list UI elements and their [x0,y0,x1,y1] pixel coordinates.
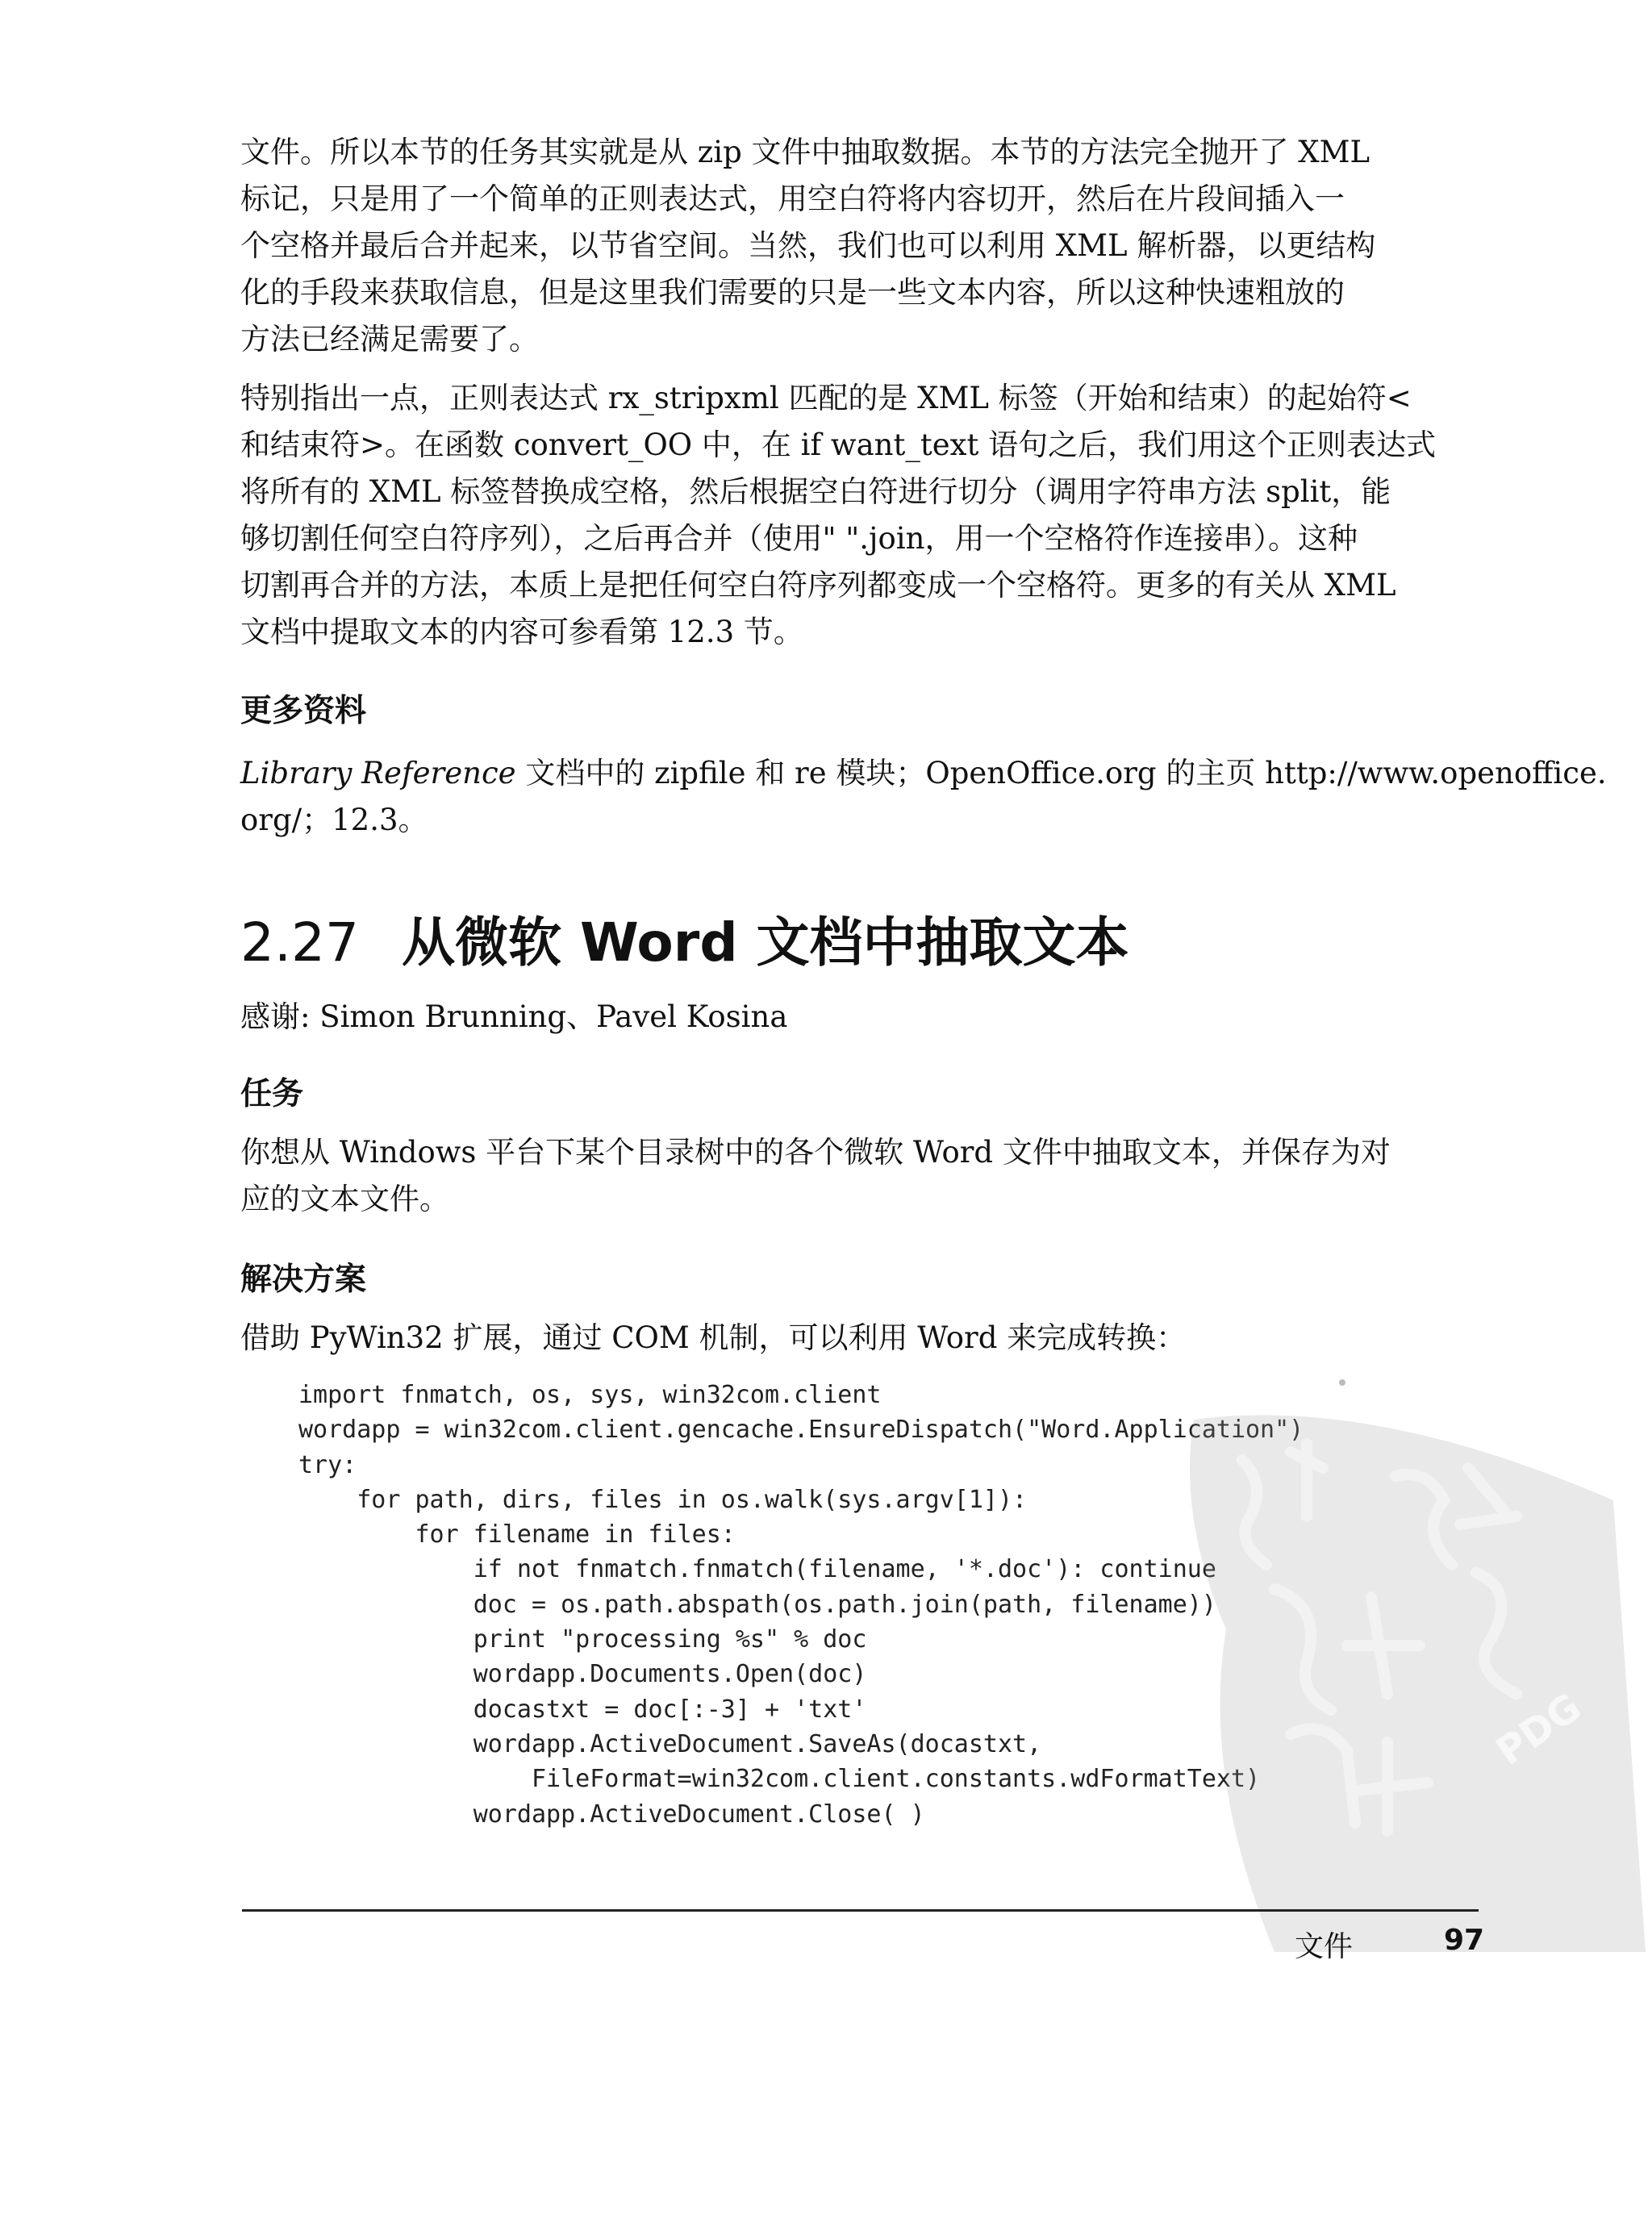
see-also-line: org/；12.3。 [240,803,428,837]
paragraph-line: 文件。所以本节的任务其实就是从 zip 文件中抽取数据。本节的方法完全抛开了 XML [240,135,1370,169]
credits-label: 感谢: [240,999,311,1034]
section-title [240,899,1129,976]
paragraph-line: 方法已经满足需要了。 [240,322,539,357]
see-also-line [240,750,1607,797]
code-line: for filename in files: [298,1520,736,1549]
task-paragraph [240,1129,1483,1223]
section-title-text: 从微软 Word 文档中抽取文本 [402,911,1129,974]
code-line: doc = os.path.abspath(os.path.join(path, filename)) [298,1590,1216,1619]
solution-intro [240,1315,1483,1362]
paragraph-line: 特别指出一点，正则表达式 rx_stripxml 匹配的是 XML 标签（开始和结束）的起始符< [240,381,1412,415]
see-also-paragraph [240,750,1607,844]
code-line: if not fnmatch.fnmatch(filename, '*.doc'): continue [298,1555,1216,1584]
solution-heading: 解决方案 [240,1262,367,1298]
code-line: wordapp = win32com.client.gencache.EnsureDispatch("Word.Application") [298,1416,1304,1445]
paragraph-line: 你想从 Windows 平台下某个目录树中的各个微软 Word 文件中抽取文本，并保存为对 [240,1135,1391,1170]
code-listing [298,1378,1304,1832]
library-reference-title: Library Reference [240,756,516,790]
footer-rule [242,1909,1479,1912]
code-line: for path, dirs, files in os.walk(sys.argv[1]): [298,1485,1028,1514]
section-number: 2.27 [240,911,359,974]
page-number: 97 [1444,1924,1485,1957]
paragraph-line: 切割再合并的方法，本质上是把任何空白符序列都变成一个空格符。更多的有关从 XML [240,568,1396,603]
scan-speck [1339,1379,1345,1386]
code-line: wordapp.ActiveDocument.Close( ) [298,1800,925,1829]
paragraph-line: 应的文本文件。 [240,1182,449,1216]
credits [240,994,787,1041]
paragraph-line: 和结束符>。在函数 convert_OO 中，在 if want_text 语句之后，我们用这个正则表达式 [240,428,1437,462]
paragraph-line: 够切割任何空白符序列），之后再合并（使用" ".join，用一个空格符作连接串）。这种 [240,521,1358,556]
credits-names: Simon Brunning、Pavel Kosina [310,999,788,1034]
paragraph-line: 个空格并最后合并起来，以节省空间。当然，我们也可以利用 XML 解析器，以更结构 [240,228,1376,263]
code-line: docastxt = doc[:-3] + 'txt' [298,1695,867,1724]
task-heading: 任务 [240,1076,304,1112]
code-line: try: [298,1450,357,1479]
see-also-heading: 更多资料 [240,693,367,729]
paragraph-line: 标记，只是用了一个简单的正则表达式，用空白符将内容切开，然后在片段间插入一 [240,181,1345,216]
regex-paragraph [240,375,1483,656]
see-also-text: 文档中的 zipfile 和 re 模块；OpenOffice.org 的主页 http://www.openoffice. [515,756,1607,790]
code-line: wordapp.ActiveDocument.SaveAs(docastxt, [298,1729,1042,1758]
running-footer-title: 文件 [1295,1930,1354,1963]
paragraph-line: 借助 PyWin32 扩展，通过 COM 机制，可以利用 Word 来完成转换： [240,1320,1187,1355]
code-line: print "processing %s" % doc [298,1625,867,1654]
paragraph-line: 将所有的 XML 标签替换成空格，然后根据空白符进行切分（调用字符串方法 split，能 [240,474,1391,509]
code-line: import fnmatch, os, sys, win32com.client [298,1381,882,1409]
pdg-watermark-text: PDG [1487,1684,1590,1775]
intro-paragraph [240,129,1483,363]
code-line: FileFormat=win32com.client.constants.wdFormatText) [298,1765,1261,1794]
paragraph-line: 化的手段来获取信息，但是这里我们需要的只是一些文本内容，所以这种快速粗放的 [240,275,1345,310]
paragraph-line: 文档中提取文本的内容可参看第 12.3 节。 [240,615,803,649]
code-line: wordapp.Documents.Open(doc) [298,1660,867,1689]
